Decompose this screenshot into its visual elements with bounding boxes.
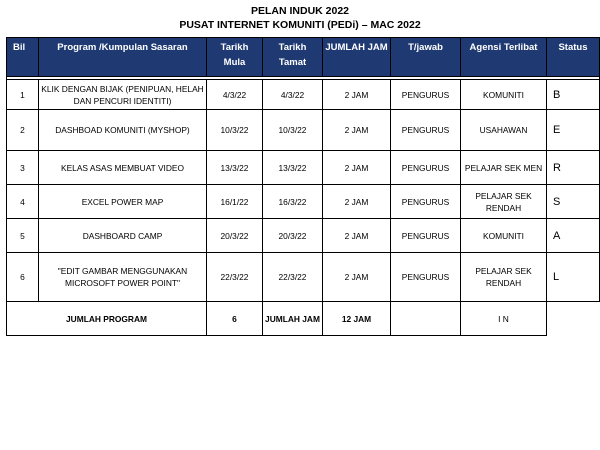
row-jam: 2 JAM	[323, 110, 391, 151]
col-jumlah-jam: JUMLAH JAM	[323, 38, 391, 77]
row-agensi: USAHAWAN	[461, 110, 547, 151]
row-jam: 2 JAM	[323, 185, 391, 219]
title-line-2: PUSAT INTERNET KOMUNITI (PEDi) – MAC 2022	[179, 19, 421, 31]
row-jam: 2 JAM	[323, 219, 391, 253]
row-agensi: PELAJAR SEK RENDAH	[461, 185, 547, 219]
row-tamat: 13/3/22	[263, 151, 323, 185]
row-agensi: KOMUNITI	[461, 219, 547, 253]
row-jam: 2 JAM	[323, 80, 391, 110]
row-bil: 6	[7, 253, 39, 302]
row-program: EXCEL POWER MAP	[39, 185, 207, 219]
row-bil: 3	[7, 151, 39, 185]
row-agensi: PELAJAR SEK MEN	[461, 151, 547, 185]
page-title	[0, 4, 600, 32]
row-status: A	[547, 219, 600, 253]
row-tjawab: PENGURUS	[391, 110, 461, 151]
row-status: R	[547, 151, 600, 185]
table-row	[7, 80, 600, 110]
total-jam-value: 12 JAM	[323, 302, 391, 336]
table-row	[7, 253, 600, 302]
total-count: 6	[207, 302, 263, 336]
row-tjawab: PENGURUS	[391, 253, 461, 302]
col-tjawab: T/jawab	[391, 38, 461, 77]
row-program: DASHBOAD KOMUNITI (MYSHOP)	[39, 110, 207, 151]
row-agensi: PELAJAR SEK RENDAH	[461, 253, 547, 302]
row-tjawab: PENGURUS	[391, 80, 461, 110]
row-status: L	[547, 253, 600, 302]
row-program: "EDIT GAMBAR MENGGUNAKAN MICROSOFT POWER POINT"	[39, 253, 207, 302]
row-tjawab: PENGURUS	[391, 151, 461, 185]
col-tarikh-mula: Tarikh Mula	[207, 38, 263, 77]
row-tamat: 20/3/22	[263, 219, 323, 253]
row-status: B	[547, 80, 600, 110]
program-table	[6, 37, 600, 336]
table-row	[7, 110, 600, 151]
title-line-1: PELAN INDUK 2022	[250, 5, 350, 17]
total-row	[7, 302, 600, 336]
row-jam: 2 JAM	[323, 151, 391, 185]
row-mula: 13/3/22	[207, 151, 263, 185]
row-bil: 4	[7, 185, 39, 219]
row-bil: 1	[7, 80, 39, 110]
row-jam: 2 JAM	[323, 253, 391, 302]
table-row	[7, 151, 600, 185]
row-mula: 22/3/22	[207, 253, 263, 302]
row-mula: 10/3/22	[207, 110, 263, 151]
table-row	[7, 219, 600, 253]
row-status: S	[547, 185, 600, 219]
row-agensi: KOMUNITI	[461, 80, 547, 110]
table-row	[7, 185, 600, 219]
row-program: KLIK DENGAN BIJAK (PENIPUAN, HELAH DAN PENCURI IDENTITI)	[39, 80, 207, 110]
total-label: JUMLAH PROGRAM	[7, 302, 207, 336]
row-bil: 5	[7, 219, 39, 253]
row-mula: 20/3/22	[207, 219, 263, 253]
col-agensi: Agensi Terlibat	[461, 38, 547, 77]
row-mula: 4/3/22	[207, 80, 263, 110]
col-tarikh-tamat: Tarikh Tamat	[263, 38, 323, 77]
row-tjawab: PENGURUS	[391, 185, 461, 219]
table-header-row	[7, 38, 600, 77]
total-status: I N	[461, 302, 547, 336]
row-tamat: 22/3/22	[263, 253, 323, 302]
col-program: Program /Kumpulan Sasaran	[39, 38, 207, 77]
col-status: Status	[547, 38, 600, 77]
row-tamat: 4/3/22	[263, 80, 323, 110]
row-tjawab: PENGURUS	[391, 219, 461, 253]
total-jam-label: JUMLAH JAM	[263, 302, 323, 336]
row-tamat: 16/3/22	[263, 185, 323, 219]
row-bil: 2	[7, 110, 39, 151]
row-program: DASHBOARD CAMP	[39, 219, 207, 253]
row-tamat: 10/3/22	[263, 110, 323, 151]
row-status: E	[547, 110, 600, 151]
row-mula: 16/1/22	[207, 185, 263, 219]
row-program: KELAS ASAS MEMBUAT VIDEO	[39, 151, 207, 185]
col-bil: Bil	[7, 38, 39, 77]
